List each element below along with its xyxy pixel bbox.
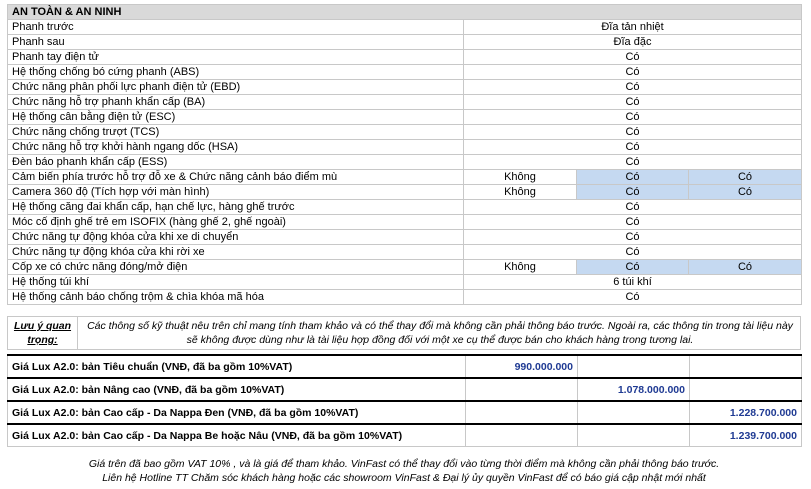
price-empty-cell xyxy=(466,424,578,447)
spec-value: Có xyxy=(464,215,802,230)
price-empty-cell xyxy=(578,355,690,378)
important-note xyxy=(7,316,801,350)
spec-row xyxy=(8,20,802,35)
spec-row xyxy=(8,80,802,95)
spec-value-version-3: Có xyxy=(689,170,802,185)
spec-value: Có xyxy=(464,95,802,110)
spec-label: Chức năng tự động khóa cửa khi xe di chuyển xyxy=(8,230,464,245)
price-value: 1.228.700.000 xyxy=(690,401,802,424)
price-empty-cell xyxy=(466,401,578,424)
spec-row xyxy=(8,185,802,200)
spec-row xyxy=(8,245,802,260)
spec-label: Camera 360 độ (Tích hợp với màn hình) xyxy=(8,185,464,200)
price-empty-cell xyxy=(578,401,690,424)
spec-label: Phanh tay điện tử xyxy=(8,50,464,65)
spec-row xyxy=(8,35,802,50)
spec-label: Đèn báo phanh khẩn cấp (ESS) xyxy=(8,155,464,170)
spec-label: Chức năng chống trượt (TCS) xyxy=(8,125,464,140)
spec-row xyxy=(8,155,802,170)
spec-row xyxy=(8,170,802,185)
price-value: 1.078.000.000 xyxy=(578,378,690,401)
price-row xyxy=(8,355,802,378)
spec-value: Có xyxy=(464,110,802,125)
spec-value-version-1: Không xyxy=(464,185,577,200)
spec-value: Có xyxy=(464,140,802,155)
spec-label: Hệ thống túi khí xyxy=(8,275,464,290)
spec-row xyxy=(8,200,802,215)
spec-row xyxy=(8,215,802,230)
spec-label: Phanh trước xyxy=(8,20,464,35)
spec-label: Chức năng hỗ trợ phanh khẩn cấp (BA) xyxy=(8,95,464,110)
footer-note xyxy=(7,457,801,485)
price-empty-cell xyxy=(690,378,802,401)
spec-value-version-3: Có xyxy=(689,185,802,200)
spec-value: Đĩa đặc xyxy=(464,35,802,50)
spec-label: Chức năng tự động khóa cửa khi rời xe xyxy=(8,245,464,260)
price-empty-cell xyxy=(690,355,802,378)
price-row xyxy=(8,378,802,401)
spec-label: Chức năng hỗ trợ khởi hành ngang dốc (HSA) xyxy=(8,140,464,155)
spec-value: Có xyxy=(464,65,802,80)
spec-row xyxy=(8,110,802,125)
spec-label: Phanh sau xyxy=(8,35,464,50)
price-empty-cell xyxy=(578,424,690,447)
spec-value: Đĩa tản nhiệt xyxy=(464,20,802,35)
price-label: Giá Lux A2.0: bản Tiêu chuẩn (VNĐ, đã ba gồm 10%VAT) xyxy=(8,355,466,378)
spec-value: Có xyxy=(464,155,802,170)
spec-value: Có xyxy=(464,125,802,140)
spec-row xyxy=(8,65,802,80)
spec-row xyxy=(8,260,802,275)
spec-value-version-3: Có xyxy=(689,260,802,275)
price-value: 990.000.000 xyxy=(466,355,578,378)
price-row xyxy=(8,401,802,424)
spec-value: Có xyxy=(464,290,802,305)
safety-spec-table xyxy=(7,4,802,305)
note-text: Các thông số kỹ thuật nêu trên chỉ mang tính tham khảo và có thể thay đổi mà không cần phải thông báo trước. Ngoài ra, các thông tin trong tài liệu này sẽ không được dùng như là tài liệu hợp đồng đối với một xe cụ thể được bán cho khách hàng trong tương lai. xyxy=(87,320,793,346)
spec-label: Hệ thống chống bó cứng phanh (ABS) xyxy=(8,65,464,80)
footer-line-2: Liên hệ Hotline TT Chăm sóc khách hàng hoặc các showroom VinFast & Đại lý ủy quyền VinFast để có báo giá cập nhật mới nhất xyxy=(102,472,706,484)
section-title: AN TOÀN & AN NINH xyxy=(8,5,802,20)
spec-value-version-1: Không xyxy=(464,260,577,275)
spec-value: 6 túi khí xyxy=(464,275,802,290)
spec-row xyxy=(8,125,802,140)
price-row xyxy=(8,424,802,447)
spec-value-version-2: Có xyxy=(577,185,689,200)
spec-value-version-2: Có xyxy=(577,170,689,185)
spec-label: Cốp xe có chức năng đóng/mở điện xyxy=(8,260,464,275)
spec-label: Hệ thống cảnh báo chống trộm & chìa khóa mã hóa xyxy=(8,290,464,305)
price-value: 1.239.700.000 xyxy=(690,424,802,447)
spec-label: Hệ thống căng đai khẩn cấp, hạn chế lực, hàng ghế trước xyxy=(8,200,464,215)
spec-row xyxy=(8,140,802,155)
spec-value-version-1: Không xyxy=(464,170,577,185)
spec-row xyxy=(8,230,802,245)
spec-row xyxy=(8,50,802,65)
spec-label: Móc cố định ghế trẻ em ISOFIX (hàng ghế 2, ghế ngoài) xyxy=(8,215,464,230)
spec-value: Có xyxy=(464,245,802,260)
spec-row xyxy=(8,275,802,290)
price-label: Giá Lux A2.0: bản Cao cấp - Da Nappa Đen (VNĐ, đã ba gồm 10%VAT) xyxy=(8,401,466,424)
spec-value-version-2: Có xyxy=(577,260,689,275)
spec-row xyxy=(8,290,802,305)
spec-row xyxy=(8,95,802,110)
price-table xyxy=(7,354,802,447)
spec-value: Có xyxy=(464,80,802,95)
spec-label: Hệ thống cân bằng điện tử (ESC) xyxy=(8,110,464,125)
price-empty-cell xyxy=(466,378,578,401)
footer-line-1: Giá trên đã bao gồm VAT 10% , và là giá để tham khảo. VinFast có thể thay đổi vào từng thời điểm mà không cần phải thông báo trước. xyxy=(88,458,720,470)
spec-value: Có xyxy=(464,200,802,215)
section-header-row xyxy=(8,5,802,20)
spec-label: Chức năng phân phối lực phanh điện tử (EBD) xyxy=(8,80,464,95)
note-label: Lưu ý quan trọng: xyxy=(8,317,78,349)
spec-value: Có xyxy=(464,50,802,65)
spec-value: Có xyxy=(464,230,802,245)
spec-label: Cảm biến phía trước hỗ trợ đỗ xe & Chức năng cảnh báo điểm mù xyxy=(8,170,464,185)
price-label: Giá Lux A2.0: bản Nâng cao (VNĐ, đã ba gồm 10%VAT) xyxy=(8,378,466,401)
price-label: Giá Lux A2.0: bản Cao cấp - Da Nappa Be hoặc Nâu (VNĐ, đã ba gồm 10%VAT) xyxy=(8,424,466,447)
